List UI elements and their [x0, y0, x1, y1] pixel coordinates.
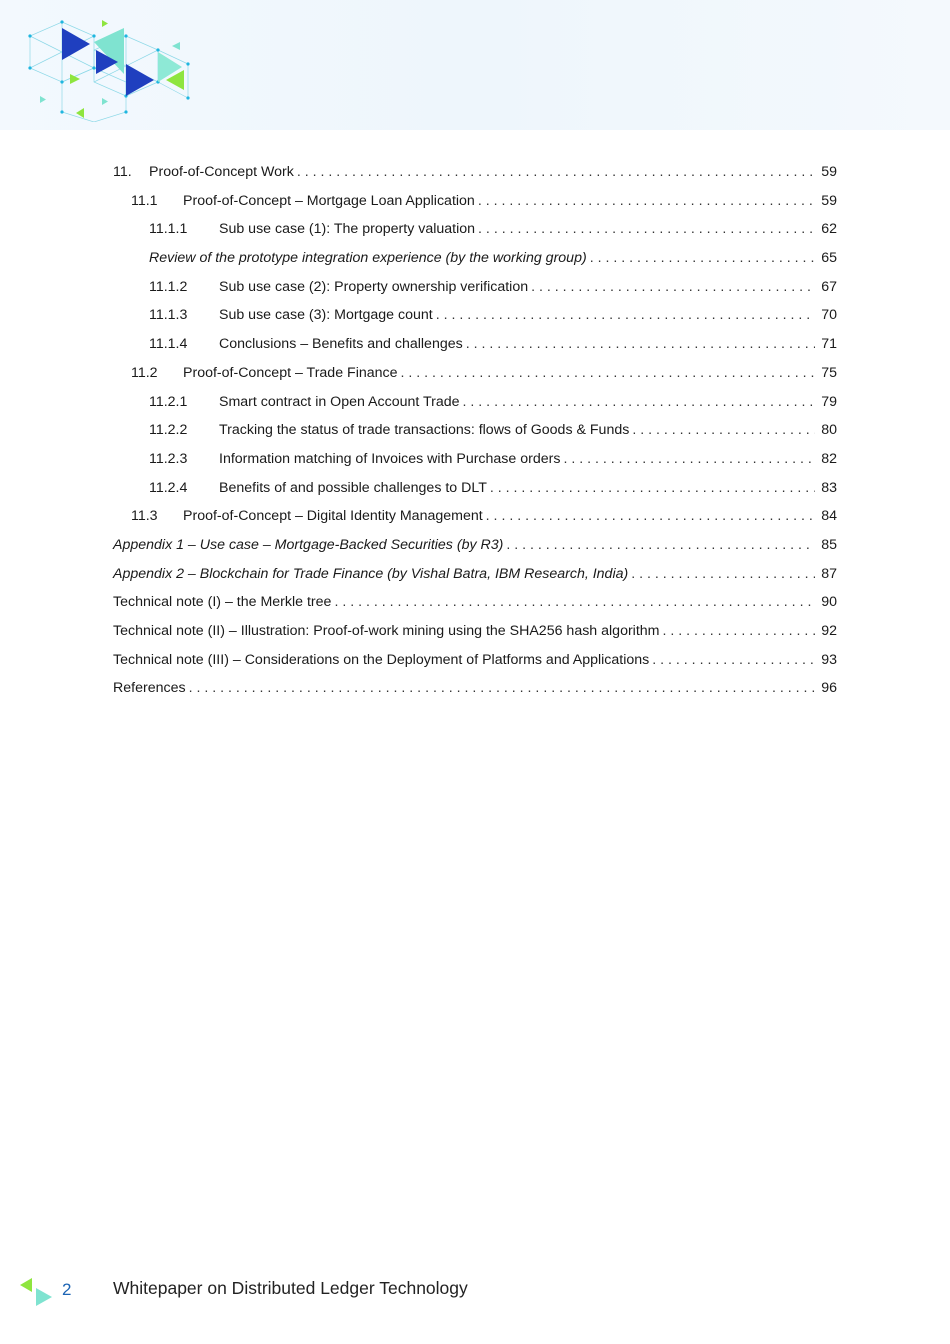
toc-entry-title: Tracking the status of trade transactions: flows of Goods & Funds — [219, 422, 630, 439]
toc-dot-leader — [463, 388, 815, 417]
toc-entry[interactable] — [113, 646, 837, 675]
toc-entry-page: 96 — [821, 680, 837, 697]
toc-dot-leader — [401, 359, 815, 388]
toc-entry-page: 59 — [821, 192, 837, 209]
toc-entry[interactable] — [113, 531, 837, 560]
toc-entry[interactable] — [113, 273, 837, 302]
toc-entry[interactable] — [113, 474, 837, 503]
geometric-logo-icon — [20, 12, 200, 122]
toc-entry-page: 67 — [821, 278, 837, 295]
toc-entry-title: Proof-of-Concept Work — [149, 164, 294, 180]
toc-entry-page: 93 — [821, 651, 837, 668]
toc-entry-number: 11.1.3 — [149, 307, 188, 324]
toc-dot-leader — [652, 646, 815, 675]
toc-entry[interactable] — [113, 617, 837, 646]
toc-entry-number: 11.2.2 — [149, 422, 188, 439]
toc-entry-page: 87 — [821, 565, 837, 582]
toc-entry-number: 11.1.1 — [149, 221, 188, 238]
toc-entry-page: 92 — [821, 623, 837, 639]
toc-dot-leader — [189, 674, 815, 703]
toc-entry[interactable] — [113, 158, 837, 187]
toc-entry-page: 70 — [821, 307, 837, 324]
toc-entry-title: Technical note (III) – Considerations on the Deployment of Platforms and Applications — [113, 651, 650, 668]
toc-dot-leader — [297, 158, 815, 187]
toc-entry[interactable] — [113, 560, 837, 589]
toc-entry[interactable] — [113, 187, 837, 216]
toc-dot-leader — [631, 560, 815, 589]
table-of-contents — [113, 158, 837, 703]
toc-dot-leader — [531, 273, 815, 302]
toc-entry-page: 65 — [821, 250, 837, 267]
toc-entry-number: 11.1.4 — [149, 336, 188, 353]
toc-dot-leader — [506, 531, 815, 560]
toc-dot-leader — [334, 588, 815, 617]
toc-entry[interactable] — [113, 215, 837, 244]
toc-entry-page: 82 — [821, 450, 837, 467]
toc-dot-leader — [486, 502, 815, 531]
toc-entry-title: Appendix 2 – Blockchain for Trade Finance (by Vishal Batra, IBM Research, India) — [113, 565, 629, 582]
toc-entry-title: Technical note (I) – the Merkle tree — [113, 594, 332, 611]
toc-entry-number: 11.2 — [131, 364, 158, 381]
footer-title: Whitepaper on Distributed Ledger Technology — [113, 1278, 468, 1298]
toc-entry-title: Appendix 1 – Use case – Mortgage-Backed Securities (by R3) — [113, 536, 504, 553]
toc-entry-title: Sub use case (2): Property ownership verification — [219, 278, 529, 295]
toc-entry-page: 59 — [821, 164, 837, 180]
toc-entry-title: Technical note (II) – Illustration: Proof-of-work mining using the SHA256 hash algorithm — [113, 623, 660, 639]
toc-entry-number: 11.2.4 — [149, 479, 188, 496]
toc-dot-leader — [466, 330, 815, 359]
page-footer — [0, 1270, 950, 1310]
toc-entry-title: Conclusions – Benefits and challenges — [219, 336, 463, 353]
toc-entry-page: 62 — [821, 221, 837, 238]
toc-dot-leader — [662, 617, 815, 646]
page-number: 2 — [62, 1280, 72, 1299]
toc-entry-page: 71 — [821, 336, 837, 353]
toc-entry[interactable] — [113, 674, 837, 703]
toc-entry-title: Sub use case (3): Mortgage count — [219, 307, 433, 324]
toc-entry[interactable] — [113, 330, 837, 359]
toc-entry-title: Sub use case (1): The property valuation — [219, 221, 476, 238]
toc-dot-leader — [632, 416, 815, 445]
toc-entry-number: 11.3 — [131, 508, 158, 525]
toc-entry[interactable] — [113, 359, 837, 388]
toc-entry-page: 84 — [821, 508, 837, 525]
toc-entry-title: Smart contract in Open Account Trade — [219, 393, 460, 410]
toc-entry-title: Proof-of-Concept – Trade Finance — [183, 364, 398, 381]
toc-dot-leader — [436, 301, 815, 330]
header-band — [0, 0, 950, 130]
toc-entry-number: 11.1 — [131, 192, 158, 209]
toc-entry-number: 11.2.1 — [149, 393, 188, 410]
toc-entry-title: Information matching of Invoices with Purchase orders — [219, 450, 561, 467]
toc-entry-page: 85 — [821, 536, 837, 553]
toc-entry-page: 90 — [821, 594, 837, 611]
toc-entry-title: Proof-of-Concept – Digital Identity Management — [183, 508, 483, 525]
toc-entry-number: 11. — [113, 164, 132, 180]
toc-entry[interactable] — [113, 388, 837, 417]
toc-entry-number: 11.1.2 — [149, 278, 188, 295]
toc-dot-leader — [478, 187, 815, 216]
toc-entry[interactable] — [113, 445, 837, 474]
toc-entry-page: 75 — [821, 364, 837, 381]
toc-entry-page: 83 — [821, 479, 837, 496]
toc-dot-leader — [590, 244, 815, 273]
toc-dot-leader — [490, 474, 815, 503]
toc-entry-title: Benefits of and possible challenges to DLT — [219, 479, 487, 496]
toc-entry-number: 11.2.3 — [149, 450, 188, 467]
toc-dot-leader — [478, 215, 815, 244]
toc-dot-leader — [563, 445, 815, 474]
toc-entry-title: Proof-of-Concept – Mortgage Loan Application — [183, 192, 475, 209]
toc-entry[interactable] — [113, 588, 837, 617]
footer-arrows-icon — [18, 1276, 58, 1308]
toc-entry-title: Review of the prototype integration experience (by the working group) — [149, 250, 587, 267]
toc-entry[interactable] — [113, 502, 837, 531]
toc-entry-page: 79 — [821, 393, 837, 410]
toc-entry-title: References — [113, 680, 186, 697]
toc-entry[interactable] — [113, 416, 837, 445]
toc-entry-page: 80 — [821, 422, 837, 439]
toc-entry[interactable] — [113, 301, 837, 330]
toc-entry[interactable] — [113, 244, 837, 273]
